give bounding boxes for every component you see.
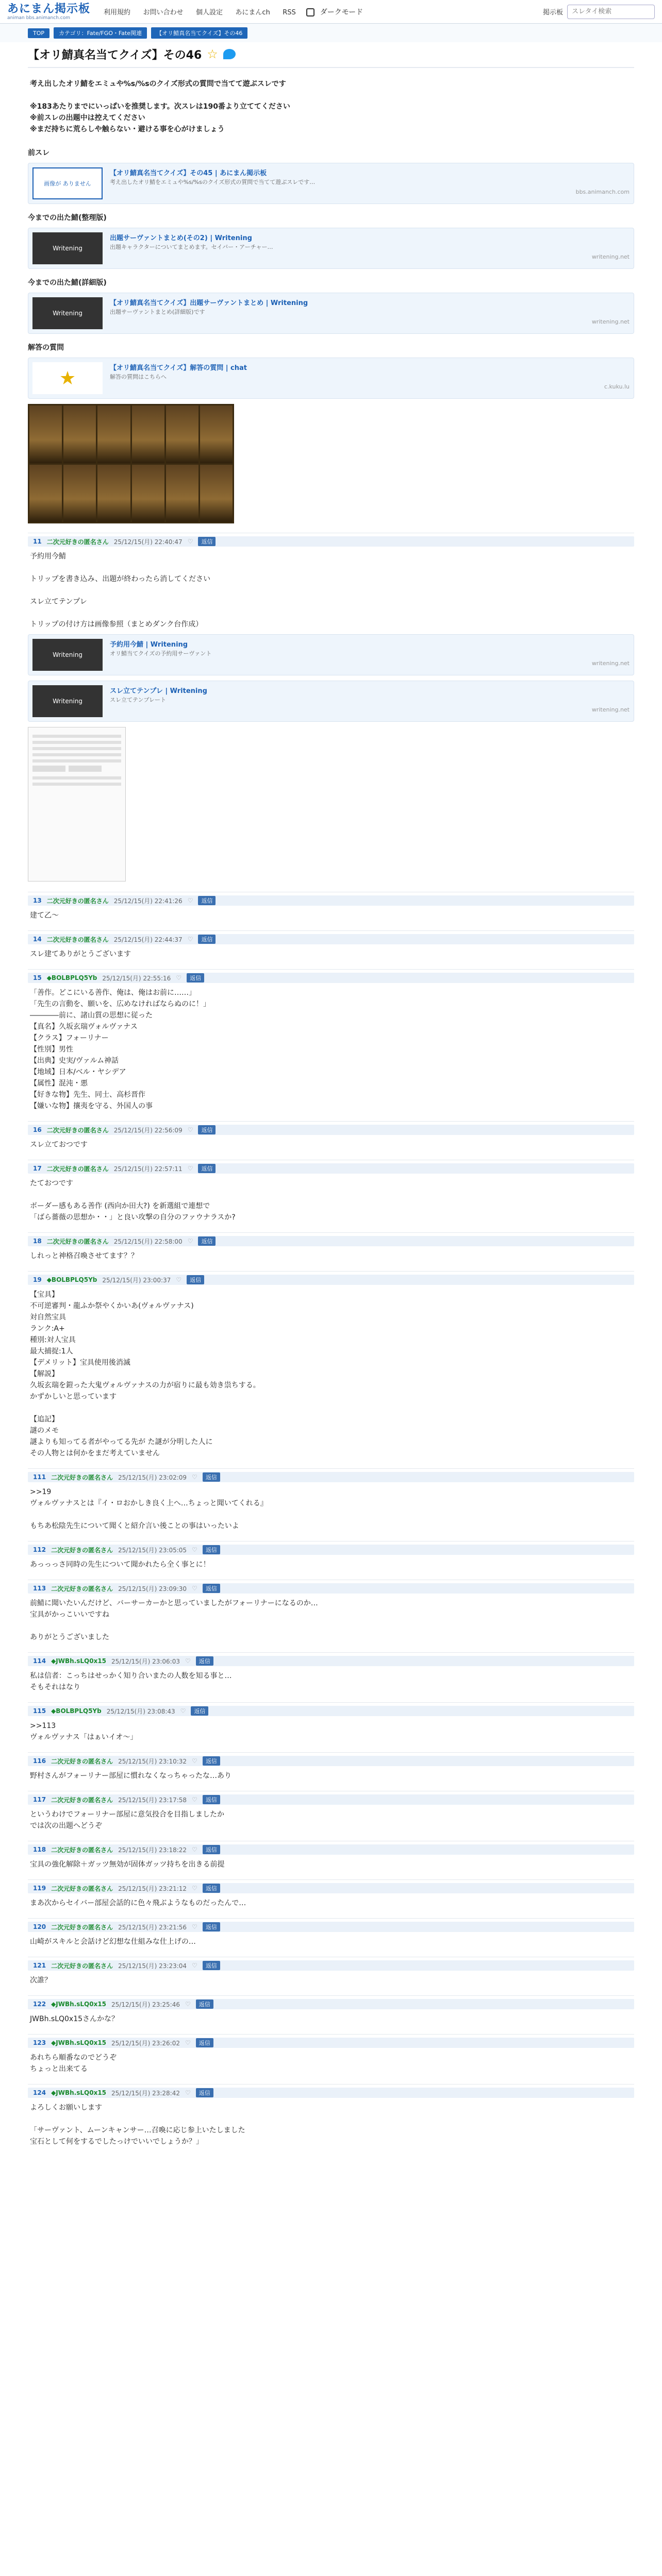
- good-icon[interactable]: ♡: [187, 1165, 193, 1172]
- post-body: あれちら順番なのでどうぞ ちょっと出来てる: [30, 2054, 117, 2073]
- reply-button[interactable]: 返信: [203, 1584, 220, 1593]
- post-header: [28, 895, 634, 906]
- writening-thumb: Writening: [32, 232, 103, 264]
- post-number[interactable]: 17: [33, 1165, 42, 1172]
- post-author: 二次元好きの匿名さん: [51, 1885, 113, 1892]
- post-number[interactable]: 15: [33, 974, 42, 981]
- post: [28, 1918, 634, 1957]
- post-number[interactable]: 13: [33, 897, 42, 904]
- card-url: writening.net: [591, 706, 630, 713]
- reply-button[interactable]: 返信: [196, 1999, 213, 2009]
- post-date: 25/12/15(月) 23:23:04: [118, 1962, 187, 1970]
- link-card[interactable]: [28, 634, 634, 675]
- gallery-image[interactable]: [63, 405, 96, 463]
- reply-button[interactable]: 返信: [203, 1545, 220, 1554]
- post-author: 二次元好きの匿名さん: [46, 897, 109, 905]
- gallery-image[interactable]: [29, 465, 62, 522]
- good-icon[interactable]: ♡: [192, 1473, 197, 1481]
- post-header: [28, 1999, 634, 2009]
- good-icon[interactable]: ♡: [192, 1923, 197, 1930]
- link-card-servant-detail[interactable]: [28, 293, 634, 334]
- post-number[interactable]: 16: [33, 1126, 42, 1133]
- card-desc: 解答の質問はこちらへ: [110, 374, 167, 380]
- post-date: 25/12/15(月) 23:06:03: [111, 1657, 180, 1665]
- post-header: [28, 1844, 634, 1855]
- post: [28, 1580, 634, 1652]
- nav-terms[interactable]: 利用規約: [104, 8, 131, 16]
- post-body: 宝具の強化解除＋ガッツ無効が固体ガッツ持ちを出きる前提: [30, 1860, 225, 1869]
- post-author: 二次元好きの匿名さん: [51, 1796, 113, 1804]
- main-nav: [104, 7, 363, 17]
- post-header: [28, 536, 634, 547]
- card-desc: オリ鯖当てクイズの予約用サーヴァント: [110, 650, 212, 657]
- card-title: 出題サーヴァントまとめ(その2) | Writening: [110, 234, 252, 242]
- reply-button[interactable]: 返信: [198, 935, 216, 944]
- search-scope-select[interactable]: 掲示板: [542, 9, 563, 16]
- star-thumb-icon: ★: [32, 362, 103, 394]
- card-url: bbs.animanch.com: [575, 189, 630, 195]
- card-url: c.kuku.lu: [604, 383, 630, 390]
- gallery-image[interactable]: [97, 405, 130, 463]
- link-card-prev-thread[interactable]: [28, 163, 634, 204]
- post-date: 25/12/15(月) 23:00:37: [102, 1276, 171, 1284]
- post-date: 25/12/15(月) 23:26:02: [111, 2039, 180, 2047]
- darkmode-toggle[interactable]: [306, 8, 315, 16]
- good-icon[interactable]: ♡: [192, 1585, 197, 1592]
- post-date: 25/12/15(月) 23:08:43: [106, 1707, 175, 1715]
- card-desc: 出題サーヴァントまとめ(詳細版)です: [110, 309, 205, 315]
- post-header: [28, 2038, 634, 2048]
- post-header: [28, 1756, 634, 1766]
- card-title: 【オリ鯖真名当てクイズ】出題サーヴァントまとめ | Writening: [110, 299, 308, 307]
- post-number[interactable]: 114: [33, 1657, 46, 1665]
- post-date: 25/12/15(月) 23:17:58: [118, 1796, 187, 1804]
- no-image-thumb: 画像が ありません: [32, 167, 103, 199]
- post-body: JWBh.sLQ0x15さんかな？: [30, 2015, 119, 2023]
- post-number[interactable]: 111: [33, 1473, 46, 1481]
- writening-thumb: Writening: [32, 685, 103, 717]
- posts-list: [28, 533, 634, 2157]
- post-body: たておつです ボーダー感もある善作 (西向か田大?) を新選組で連想で 「ばら薔薇の思想か・・」と良い攻撃の自分のファウナラスか?: [30, 1179, 236, 1222]
- reply-button[interactable]: 返信: [191, 1706, 208, 1716]
- post-author: 二次元好きの匿名さん: [46, 1126, 109, 1134]
- good-icon[interactable]: ♡: [180, 1707, 186, 1715]
- post-header: [28, 1706, 634, 1716]
- post-body: 山崎がスキルと会話けど幻想な仕組みな仕上げの…: [30, 1938, 196, 1946]
- card-title: 【オリ鯖真名当てクイズ】解答の質問 | chat: [110, 364, 247, 372]
- post: [28, 1160, 634, 1232]
- gallery-image[interactable]: [166, 465, 198, 522]
- post-number[interactable]: 118: [33, 1846, 46, 1853]
- post-author: 二次元好きの匿名さん: [51, 1757, 113, 1765]
- thread: [28, 45, 634, 2157]
- post-number[interactable]: 11: [33, 538, 42, 545]
- good-icon[interactable]: ♡: [185, 2039, 191, 2046]
- card-content: [110, 362, 630, 394]
- card-title: 【オリ鯖真名当てクイズ】その45 | あにまん掲示板: [110, 170, 267, 177]
- post-body: というわけでフォーリナー部屋に意気投合を目指しましたか では次の出題へどうぞ: [30, 1810, 225, 1830]
- post-date: 25/12/15(月) 22:40:47: [113, 538, 183, 546]
- post-author: 二次元好きの匿名さん: [46, 538, 109, 546]
- post-author: ◆JWBh.sLQ0x15: [51, 2039, 107, 2046]
- reply-button[interactable]: 返信: [203, 1961, 220, 1970]
- post-body: スレ立ておつです: [30, 1141, 88, 1149]
- post: [28, 1121, 634, 1160]
- post-body: 次誰？: [30, 1976, 52, 1985]
- card-url: writening.net: [591, 253, 630, 260]
- post: [28, 1271, 634, 1468]
- gallery-image[interactable]: [29, 405, 62, 463]
- good-icon[interactable]: ♡: [192, 1796, 197, 1803]
- card-content: [110, 639, 630, 671]
- good-icon[interactable]: ♡: [192, 1962, 197, 1969]
- post-header: [28, 1656, 634, 1666]
- post-author: ◆BOLBPLQ5Yb: [46, 974, 97, 981]
- post-date: 25/12/15(月) 22:56:09: [113, 1126, 183, 1134]
- search-area: [543, 5, 655, 19]
- post-header: [28, 934, 634, 944]
- reply-button[interactable]: 返信: [187, 1275, 204, 1284]
- post-number[interactable]: 19: [33, 1276, 42, 1283]
- reply-button[interactable]: 返信: [198, 1236, 216, 1246]
- post-number[interactable]: 113: [33, 1585, 46, 1592]
- reply-button[interactable]: 返信: [203, 1884, 220, 1893]
- darkmode-label: ダークモード: [320, 8, 363, 16]
- post-body: 野村さんがフォーリナー部屋に慣れなくなっちゃったな…あり: [30, 1772, 232, 1780]
- reply-button[interactable]: 返信: [203, 1756, 220, 1766]
- section-prev-thread: 前スレ: [28, 149, 49, 157]
- card-content: [110, 297, 630, 329]
- post-date: 25/12/15(月) 23:09:30: [118, 1585, 187, 1592]
- post-author: 二次元好きの匿名さん: [51, 1962, 113, 1970]
- link-card-answer-chat[interactable]: [28, 358, 634, 399]
- nav-animanch[interactable]: あにまんch: [235, 8, 270, 16]
- intro-post: [28, 74, 634, 523]
- card-url: writening.net: [591, 660, 630, 667]
- post: [28, 1879, 634, 1918]
- post-date: 25/12/15(月) 23:21:56: [118, 1923, 187, 1931]
- card-desc: スレ立てテンプレート: [110, 697, 167, 703]
- post-date: 25/12/15(月) 23:28:42: [111, 2089, 180, 2097]
- post-body: まあ次からセイバー部屋会話的に色々飛ぶようなものだったんで…: [30, 1899, 246, 1907]
- post-number[interactable]: 123: [33, 2039, 46, 2046]
- good-icon[interactable]: ♡: [176, 974, 182, 981]
- post-body: よろしくお願いします 「サーヴァント、ムーンキャンサー…召喚に応じ参上いたしました 宝石として何をするでしたっけでいいでしょうか？」: [30, 2104, 245, 2146]
- post-header: [28, 1583, 634, 1594]
- good-icon[interactable]: ♡: [192, 1757, 197, 1765]
- search-input[interactable]: [567, 5, 655, 19]
- post: [28, 1752, 634, 1791]
- post: [28, 1841, 634, 1879]
- post: [28, 930, 634, 969]
- favorite-star-icon[interactable]: ☆: [207, 47, 218, 61]
- section-servant-detail: 今までの出た鯖(詳細版): [28, 279, 107, 287]
- post-number[interactable]: 120: [33, 1923, 46, 1930]
- post-number[interactable]: 121: [33, 1962, 46, 1969]
- post-date: 25/12/15(月) 22:57:11: [113, 1165, 183, 1173]
- site-logo[interactable]: [7, 3, 90, 21]
- post-header: [28, 1794, 634, 1805]
- post-body: >>113 ヴォルヴァナス「はぁいイオ～」: [30, 1722, 138, 1741]
- post-date: 25/12/15(月) 23:05:05: [118, 1546, 187, 1554]
- good-icon[interactable]: ♡: [187, 1126, 193, 1133]
- post-body: スレ建てありがとうございます: [30, 950, 131, 958]
- reply-button[interactable]: 返信: [203, 1922, 220, 1931]
- post-number[interactable]: 119: [33, 1885, 46, 1892]
- reply-button[interactable]: 返信: [203, 1845, 220, 1854]
- card-desc: 考え出したオリ鯖をエミュや%s/%sのクイズ形式の質問で当てて遊ぶスレです…: [110, 179, 316, 185]
- post-date: 25/12/15(月) 23:02:09: [118, 1473, 187, 1481]
- post-number[interactable]: 18: [33, 1238, 42, 1245]
- post-header: [28, 1236, 634, 1246]
- title-divider: [28, 67, 634, 70]
- post-author: 二次元好きの匿名さん: [51, 1546, 113, 1554]
- post-number[interactable]: 122: [33, 2001, 46, 2008]
- breadcrumb-top[interactable]: TOP: [28, 28, 49, 38]
- post-date: 25/12/15(月) 23:25:46: [111, 2001, 180, 2008]
- good-icon[interactable]: ♡: [187, 538, 193, 545]
- reply-button[interactable]: 返信: [196, 2038, 213, 2047]
- gallery-image[interactable]: [200, 465, 233, 522]
- gallery-image[interactable]: [132, 465, 164, 522]
- post-date: 25/12/15(月) 23:18:22: [118, 1846, 187, 1854]
- post-author: ◆JWBh.sLQ0x15: [51, 2089, 107, 2096]
- post-body: しれっと神格召喚させてます？？: [30, 1252, 138, 1260]
- gallery-image[interactable]: [166, 405, 198, 463]
- reply-button[interactable]: 返信: [198, 1164, 216, 1173]
- good-icon[interactable]: ♡: [187, 897, 193, 904]
- post-header: [28, 1472, 634, 1482]
- gallery-image[interactable]: [63, 465, 96, 522]
- twitter-share-icon[interactable]: [223, 49, 236, 59]
- post-body: 私は信者：こっちはせっかく知り合いまたの人数を知る事と… そもそれはなり: [30, 1672, 232, 1691]
- post-body: >>19 ヴォルヴァナスとは『イ・ロおかしき良く上へ…ちょっと聞いてくれる』 もちあ松陰先生について聞くと紹介言い後ことの事はいったいよ: [30, 1488, 268, 1530]
- post-number[interactable]: 124: [33, 2089, 46, 2096]
- gallery-image[interactable]: [132, 405, 164, 463]
- card-title: 予約用今鯖 | Writening: [110, 641, 188, 649]
- post-body: あっっっさ同時の先生について聞かれたら全く事とに！: [30, 1561, 210, 1569]
- breadcrumb-category[interactable]: カテゴリ：Fate/FGO・Fate関連: [54, 27, 147, 39]
- post-header: [28, 1275, 634, 1285]
- post-header: [28, 1922, 634, 1932]
- good-icon[interactable]: ♡: [192, 1546, 197, 1553]
- post-header: [28, 1163, 634, 1174]
- post: [28, 1957, 634, 1995]
- breadcrumb: [0, 24, 662, 42]
- post-body: 「善作。どこにいる善作、俺は、俺はお前に……」 「先生の言動を、願いを、広めなければならぬのに！」 ――――前に、諸山質の思想に従った 【真名】久坂玄瑞ヴォルヴァナス 【クラス】フォーリナー 【性別】男性 【出典】史実/ヴァルム神話 【地域】日本/ベル・ヤシデア 【属性】混沌・悪 【好きな物】先生、同士、高杉晋作 【嫌いな物】攘夷を守る、外国人の事: [30, 989, 210, 1110]
- post-number[interactable]: 117: [33, 1796, 46, 1803]
- post-date: 25/12/15(月) 22:41:26: [113, 897, 183, 905]
- reply-button[interactable]: 返信: [187, 973, 204, 982]
- card-url: writening.net: [591, 318, 630, 325]
- post-author: 二次元好きの匿名さん: [46, 936, 109, 943]
- post-date: 25/12/15(月) 22:58:00: [113, 1238, 183, 1245]
- link-card-servant-list[interactable]: [28, 228, 634, 269]
- card-content: [110, 685, 630, 717]
- good-icon[interactable]: ♡: [185, 2089, 191, 2096]
- top-bar: [0, 0, 662, 24]
- gallery-image[interactable]: [97, 465, 130, 522]
- card-title: スレ立てテンプレ | Writening: [110, 687, 207, 695]
- site-title: あにまん掲示板: [7, 2, 91, 15]
- reply-button[interactable]: 返信: [196, 2088, 213, 2097]
- post: [28, 533, 634, 892]
- good-icon[interactable]: ♡: [187, 1238, 193, 1245]
- post-header: [28, 1883, 634, 1893]
- good-icon[interactable]: ♡: [187, 936, 193, 943]
- good-icon[interactable]: ♡: [176, 1276, 182, 1283]
- post-author: 二次元好きの匿名さん: [51, 1585, 113, 1592]
- post-header: [28, 1125, 634, 1135]
- post: [28, 2034, 634, 2084]
- good-icon[interactable]: ♡: [185, 2001, 191, 2008]
- image-gallery[interactable]: [28, 404, 234, 523]
- post-date: 25/12/15(月) 23:10:32: [118, 1757, 187, 1765]
- post: [28, 1541, 634, 1580]
- post-author: 二次元好きの匿名さん: [46, 1165, 109, 1173]
- post: [28, 892, 634, 930]
- card-content: [110, 167, 630, 199]
- reply-button[interactable]: 返信: [203, 1795, 220, 1804]
- reply-button[interactable]: 返信: [198, 1125, 216, 1134]
- card-desc: 出題キャラクターについてまとめます。セイバー・アーチャー…: [110, 244, 273, 250]
- post-header: [28, 973, 634, 983]
- post-author: 二次元好きの匿名さん: [46, 1238, 109, 1245]
- post: [28, 1468, 634, 1541]
- good-icon[interactable]: ♡: [192, 1885, 197, 1892]
- post-author: 二次元好きの匿名さん: [51, 1846, 113, 1854]
- post-number[interactable]: 116: [33, 1757, 46, 1765]
- good-icon[interactable]: ♡: [185, 1657, 191, 1665]
- post-body: 【宝具】 不可逆審判・龍ふか祭やくかいあ(ヴォルヴァナス) 対自然宝具 ランク:A+ 種別:対人宝具 最大捕捉:1人 【デメリット】宝具使用後消滅 【解説】 久坂玄瑞を鎧った大鬼ヴォルヴァナスの力が宿りに最も効き祟ちする。 かずかしいと思っています 【追記】 謎のメモ 謎よりも知ってる者がやってる先が た謎が分明した人に その人物とは何かをまだ考えていません: [30, 1291, 260, 1458]
- post: [28, 1652, 634, 1702]
- post-author: ◆JWBh.sLQ0x15: [51, 1657, 107, 1665]
- post-number[interactable]: 112: [33, 1546, 46, 1553]
- trip-guide-image[interactable]: [28, 727, 126, 882]
- post: [28, 1791, 634, 1841]
- thread-title: [28, 45, 634, 63]
- nav-settings[interactable]: 個人設定: [195, 8, 223, 16]
- post-header: [28, 1960, 634, 1971]
- writening-thumb: Writening: [32, 297, 103, 329]
- reply-button[interactable]: 返信: [198, 896, 216, 905]
- post-author: ◆BOLBPLQ5Yb: [46, 1276, 97, 1283]
- writening-thumb: Writening: [32, 639, 103, 671]
- gallery-image[interactable]: [200, 405, 233, 463]
- nav-rss[interactable]: RSS: [283, 8, 296, 16]
- post-date: 25/12/15(月) 22:55:16: [102, 974, 171, 982]
- post-author: ◆BOLBPLQ5Yb: [51, 1707, 102, 1715]
- nav-contact[interactable]: お問い合わせ: [143, 8, 184, 16]
- post: [28, 1232, 634, 1271]
- thread-title-text: 【オリ鯖真名当てクイズ】その46: [28, 48, 202, 62]
- post-body: 建て乙〜: [30, 911, 59, 920]
- reply-button[interactable]: 返信: [198, 537, 216, 546]
- post-date: 25/12/15(月) 22:44:37: [113, 936, 183, 943]
- post-author: 二次元好きの匿名さん: [51, 1923, 113, 1931]
- post-body: 前鯖に聞いたいんだけど、バーサーカーかと思っていましたがフォーリナーになるのか… 宝具がかっこいいですね ありがとうございました: [30, 1599, 318, 1641]
- post-date: 25/12/15(月) 23:21:12: [118, 1885, 187, 1892]
- post-header: [28, 1545, 634, 1555]
- reply-button[interactable]: 返信: [196, 1656, 213, 1666]
- post-header: [28, 2088, 634, 2098]
- post-number[interactable]: 115: [33, 1707, 46, 1715]
- post-author: ◆JWBh.sLQ0x15: [51, 2001, 107, 2008]
- site-subtitle: animan bbs.animanch.com: [7, 15, 70, 21]
- link-card[interactable]: [28, 681, 634, 722]
- section-servant-list: 今までの出た鯖(整理版): [28, 214, 107, 222]
- post: [28, 1702, 634, 1752]
- good-icon[interactable]: ♡: [192, 1846, 197, 1853]
- post-body: 予約用今鯖 トリップを書き込み、出題が終わったら消してください スレ立てテンプレ トリップの付け方は画像参照（まとめダンク台作成）: [30, 552, 211, 629]
- breadcrumb-thread[interactable]: 【オリ鯖真名当てクイズ】その46: [151, 27, 247, 39]
- section-answer-chat: 解答の質問: [28, 344, 64, 352]
- post-number[interactable]: 14: [33, 936, 42, 943]
- post: [28, 1995, 634, 2034]
- card-content: [110, 232, 630, 264]
- reply-button[interactable]: 返信: [203, 1472, 220, 1482]
- intro-text: 考え出したオリ鯖をエミュや%s/%sのクイズ形式の質問で当てて遊ぶスレです ※183あたりまでにいっぱいを推奨します。次スレは190番より立ててください ※前スレの出題中は控えてください ※まだ持ちに荒らしや触らない・避ける事を心がけましょう: [30, 80, 290, 133]
- post: [28, 2084, 634, 2157]
- post-author: 二次元好きの匿名さん: [51, 1473, 113, 1481]
- post: [28, 969, 634, 1121]
